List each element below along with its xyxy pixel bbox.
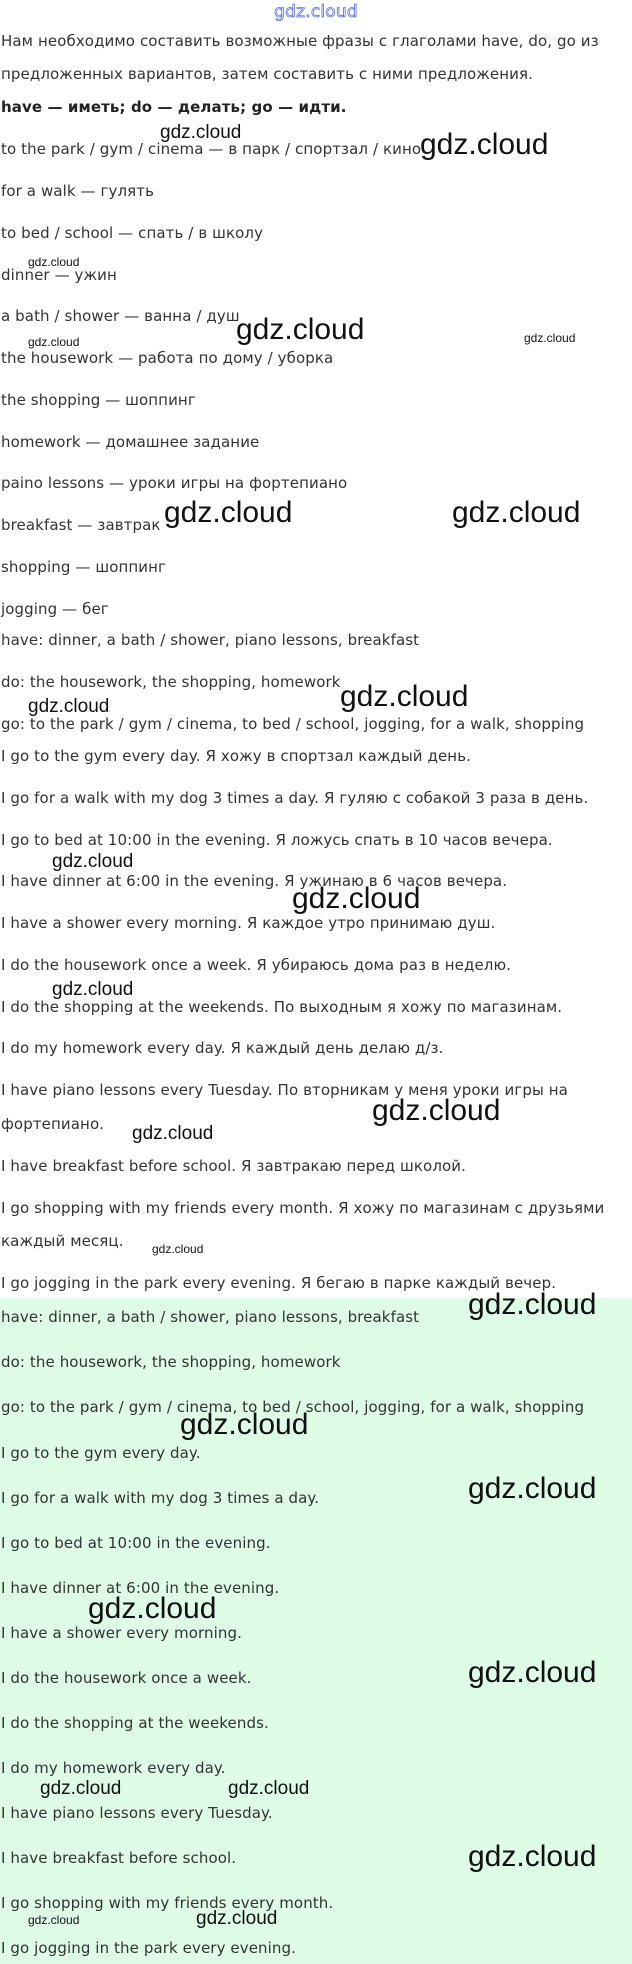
watermark: gdz.cloud: [340, 680, 469, 713]
watermark: gdz.cloud: [468, 1656, 597, 1689]
phrase-item: to bed / school — спать / в школу: [1, 224, 264, 242]
watermark: gdz.cloud: [196, 1908, 278, 1929]
group-go: go: to the park / gym / cinema, to bed / school, jogging, for a walk, shopping: [1, 715, 585, 733]
answer-line: I do the shopping at the weekends.: [1, 1714, 269, 1732]
watermark: gdz.cloud: [420, 128, 549, 161]
sentence-item: I go to bed at 10:00 in the evening. Я ложусь спать в 10 часов вечера.: [1, 831, 553, 849]
sentence-item: I do my homework every day. Я каждый день делаю д/з.: [1, 1039, 444, 1057]
group-do: do: the housework, the shopping, homework: [1, 673, 341, 691]
watermark: gdz.cloud: [52, 851, 134, 872]
verbs-translation: have — иметь; do — делать; go — идти.: [1, 98, 347, 116]
watermark: gdz.cloud: [236, 313, 365, 346]
sentence-item: I do the housework once a week. Я убираюсь дома раз в неделю.: [1, 956, 512, 974]
phrase-item: the shopping — шоппинг: [1, 391, 196, 409]
watermark: gdz.cloud: [372, 1094, 501, 1127]
sentence-item: I have dinner at 6:00 in the evening. Я ужинаю в 6 часов вечера.: [1, 872, 508, 890]
answer-line: do: the housework, the shopping, homework: [1, 1353, 341, 1371]
sentence-item: I go jogging in the park every evening. Я бегаю в парке каждый вечер.: [1, 1274, 557, 1292]
answer-line: I have piano lessons every Tuesday.: [1, 1804, 273, 1822]
watermark: gdz.cloud: [180, 1408, 309, 1441]
watermark: gdz.cloud: [28, 1913, 80, 1927]
watermark: gdz.cloud: [468, 1472, 597, 1505]
sentence-item: I go to the gym every day. Я хожу в спортзал каждый день.: [1, 747, 472, 765]
sentence-item: I have a shower every morning. Я каждое утро принимаю душ.: [1, 914, 496, 932]
watermark: gdz.cloud: [524, 331, 576, 345]
watermark: gdz.cloud: [28, 335, 80, 349]
answer-line: I have breakfast before school.: [1, 1849, 237, 1867]
watermark: gdz.cloud: [452, 496, 581, 529]
answer-line: I go shopping with my friends every month.: [1, 1894, 334, 1912]
watermark: gdz.cloud: [228, 1778, 310, 1799]
answer-line: I have a shower every morning.: [1, 1624, 242, 1642]
group-have: have: dinner, a bath / shower, piano lessons, breakfast: [1, 631, 420, 649]
sentence-item: I have piano lessons every Tuesday. По вторникам у меня уроки игры на: [1, 1081, 568, 1099]
answer-line: go: to the park / gym / cinema, to bed / school, jogging, for a walk, shopping: [1, 1398, 585, 1416]
sentence-item: I have breakfast before school. Я завтракаю перед школой.: [1, 1157, 467, 1175]
watermark: gdz.cloud: [468, 1840, 597, 1873]
watermark: gdz.cloud: [160, 122, 242, 143]
watermark: gdz.cloud: [28, 255, 80, 269]
answer-line: I go to the gym every day.: [1, 1444, 201, 1462]
sentence-item: фортепиано.: [1, 1115, 105, 1133]
answer-line: I do the housework once a week.: [1, 1669, 252, 1687]
watermark: gdz.cloud: [292, 882, 421, 915]
answer-line: I have dinner at 6:00 in the evening.: [1, 1579, 280, 1597]
phrase-item: breakfast — завтрак: [1, 516, 161, 534]
phrase-item: shopping — шоппинг: [1, 558, 167, 576]
phrase-item: homework — домашнее задание: [1, 433, 260, 451]
sentence-item: I go for a walk with my dog 3 times a day. Я гуляю с собакой 3 раза в день.: [1, 789, 589, 807]
sentence-item: I do the shopping at the weekends. По выходным я хожу по магазинам.: [1, 998, 563, 1016]
phrase-item: dinner — ужин: [1, 266, 117, 284]
watermark: gdz.cloud: [40, 1778, 122, 1799]
watermark: gdz.cloud: [152, 1242, 204, 1256]
answer-line: I go for a walk with my dog 3 times a day.: [1, 1489, 320, 1507]
watermark: gdz.cloud: [132, 1123, 214, 1144]
answer-line: have: dinner, a bath / shower, piano lessons, breakfast: [1, 1308, 420, 1326]
answer-line: I go to bed at 10:00 in the evening.: [1, 1534, 271, 1552]
watermark: gdz.cloud: [88, 1592, 217, 1625]
phrase-item: to the park / gym / cinema — в парк / спортзал / кино: [1, 140, 422, 158]
watermark: gdz.cloud: [468, 1288, 597, 1321]
watermark: gdz.cloud: [164, 496, 293, 529]
site-logo[interactable]: gdz.cloud: [274, 2, 358, 22]
intro-line-2: предложенных вариантов, затем составить с ними предложения.: [1, 65, 533, 83]
phrase-item: jogging — бег: [1, 600, 109, 618]
phrase-item: a bath / shower — ванна / душ: [1, 307, 240, 325]
phrase-item: for a walk — гулять: [1, 182, 155, 200]
sentence-item: каждый месяц.: [1, 1232, 124, 1250]
sentence-item: I go shopping with my friends every month. Я хожу по магазинам с друзьями: [1, 1199, 605, 1217]
phrase-item: paino lessons — уроки игры на фортепиано: [1, 474, 348, 492]
intro-line-1: Нам необходимо составить возможные фразы с глаголами have, do, go из: [1, 32, 599, 50]
answer-line: I go jogging in the park every evening.: [1, 1939, 297, 1957]
watermark: gdz.cloud: [28, 696, 110, 717]
phrase-item: the housework — работа по дому / уборка: [1, 349, 334, 367]
watermark: gdz.cloud: [52, 979, 134, 1000]
answer-line: I do my homework every day.: [1, 1759, 226, 1777]
